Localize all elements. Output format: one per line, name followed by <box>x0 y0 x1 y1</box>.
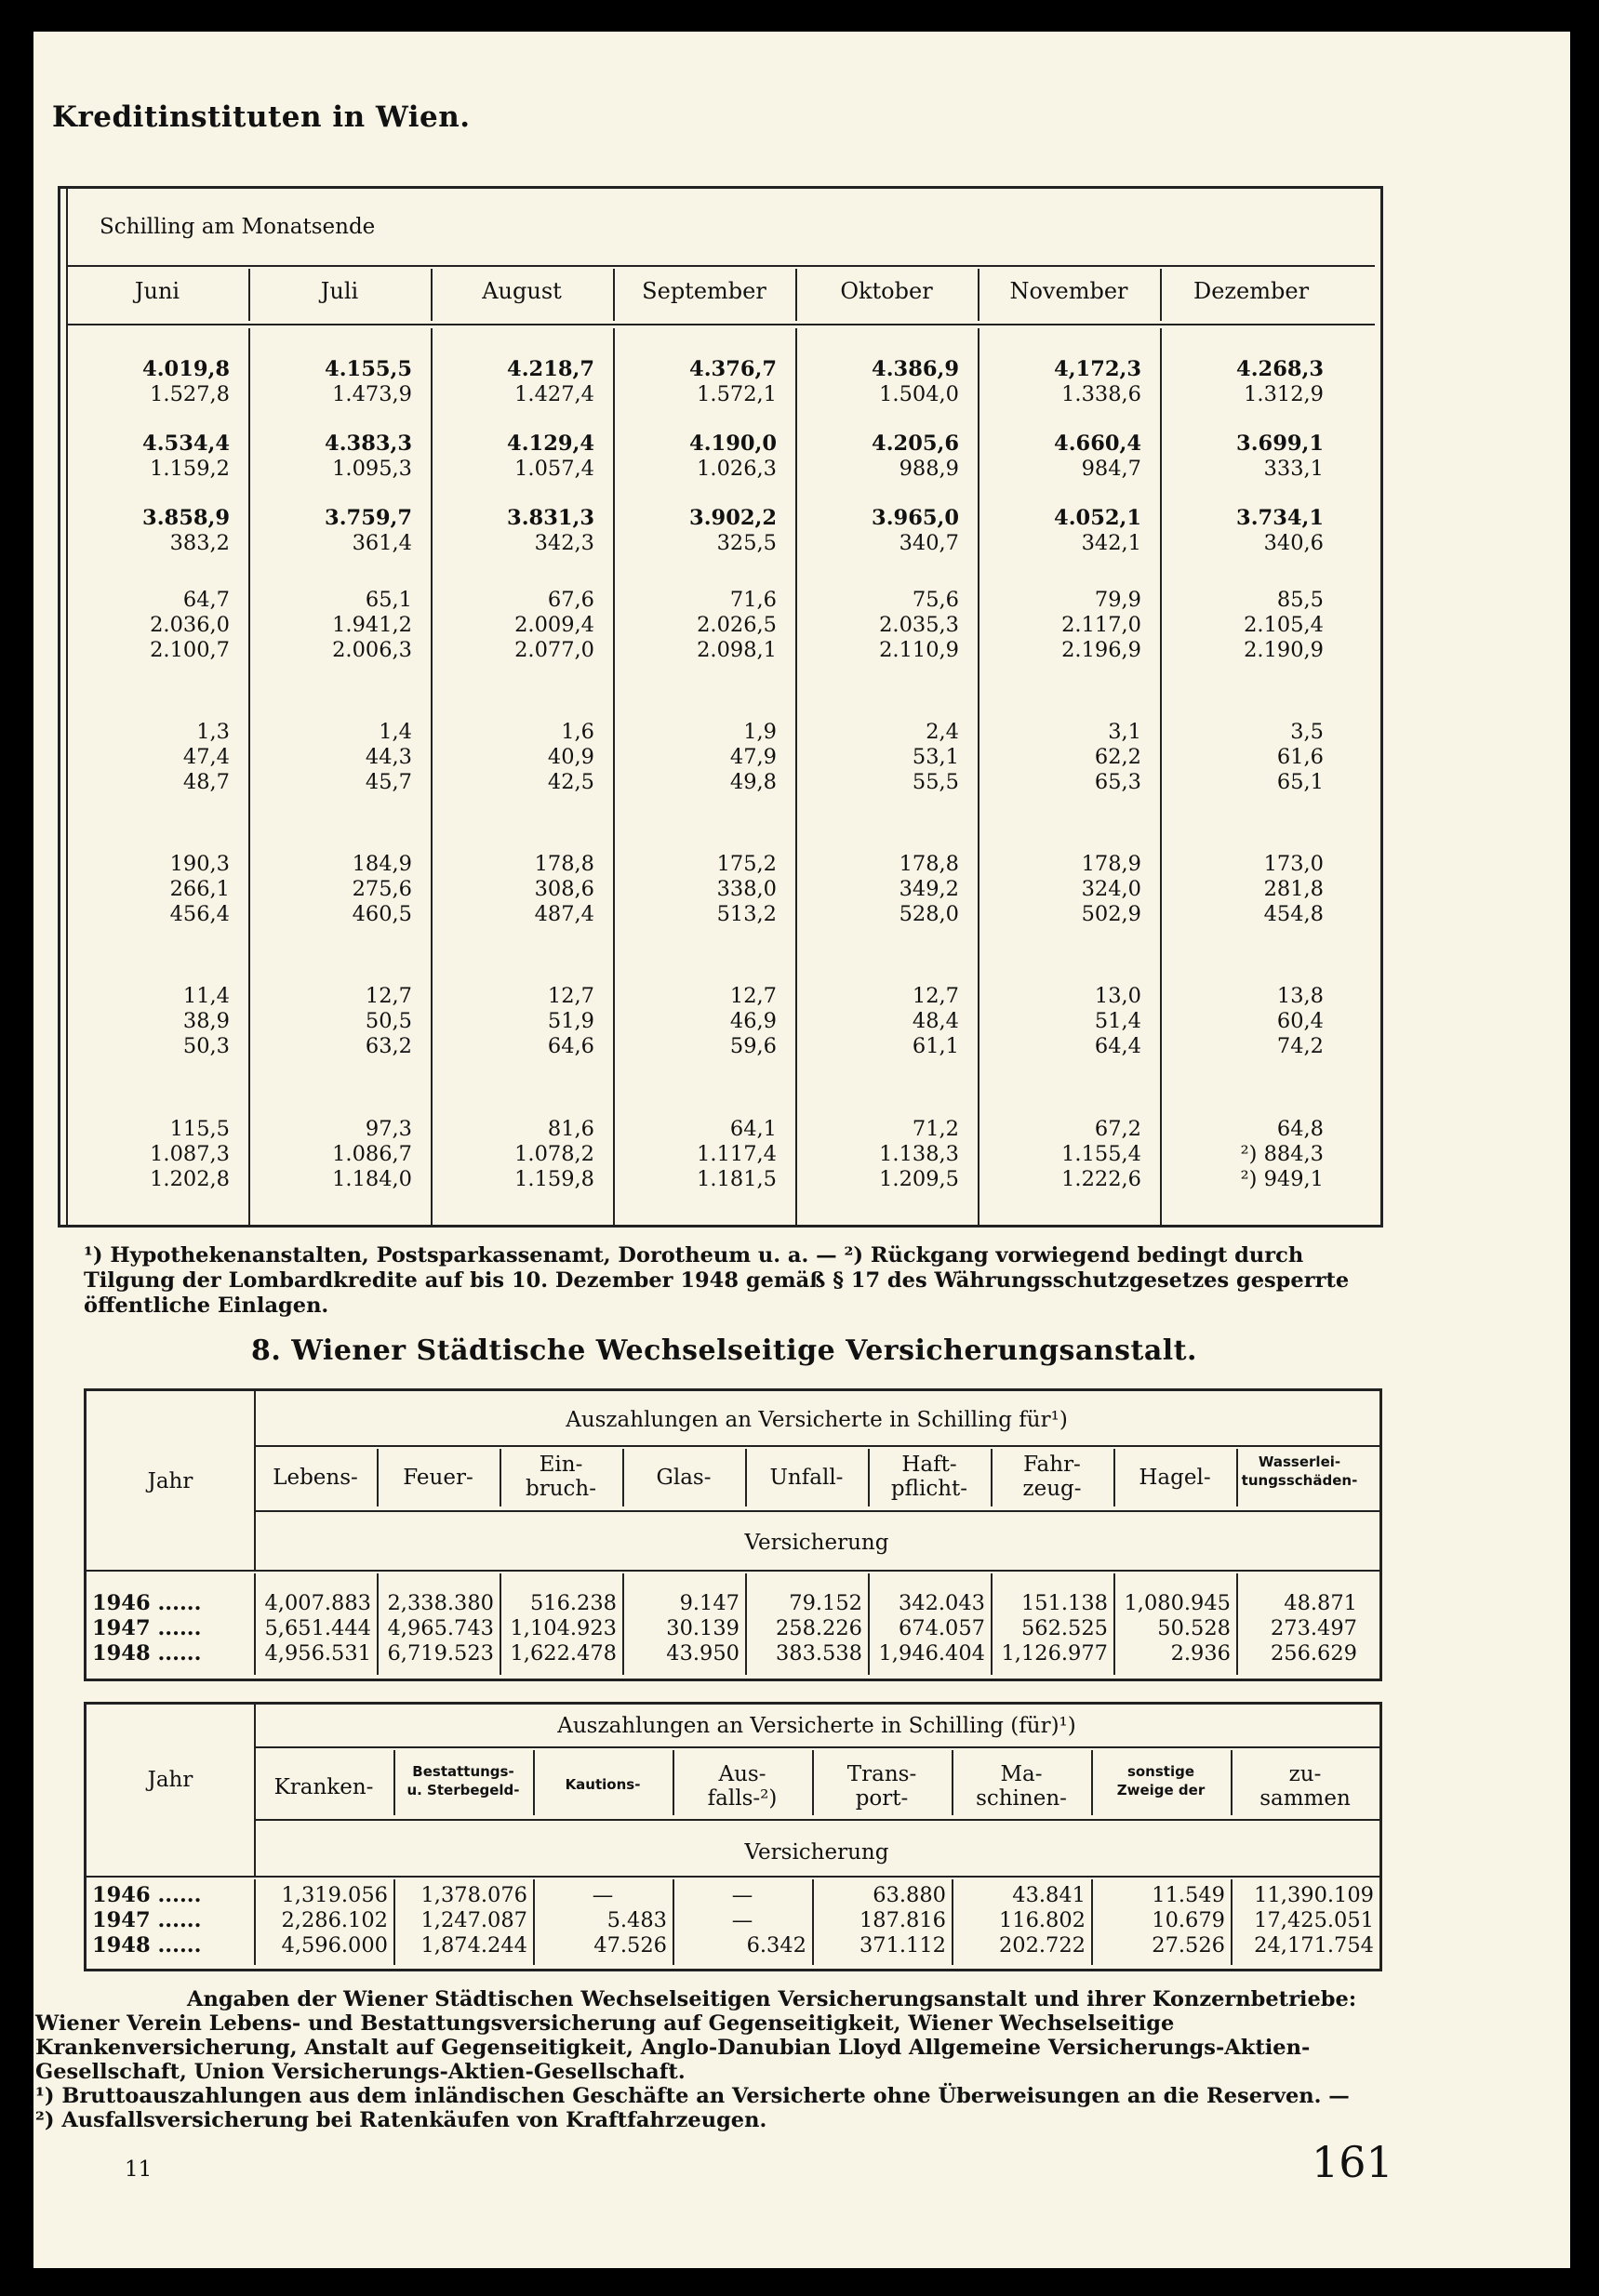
table-cell: 17,425.051 <box>1254 1908 1374 1932</box>
table-cell: 383.538 <box>775 1641 862 1666</box>
table-cell: 1.138,3 <box>879 1142 959 1166</box>
table-cell: 4.019,8 <box>142 357 230 381</box>
table-cell: 4.205,6 <box>872 431 959 456</box>
table-cell: 13,8 <box>1276 984 1324 1008</box>
table-cell: 50.528 <box>1157 1616 1231 1640</box>
table-cell: 42,5 <box>547 770 594 794</box>
table-cell: 4.155,5 <box>325 357 412 381</box>
year-label: 1947 ...... <box>92 1908 202 1932</box>
column-header: Wasserlei- tungsschäden- <box>1241 1453 1358 1489</box>
column-header: Unfall- <box>769 1466 844 1490</box>
table-cell: 49,8 <box>729 770 777 794</box>
table-cell: 65,1 <box>1276 770 1324 794</box>
table-cell: 79.152 <box>789 1591 862 1615</box>
table-cell: 50,5 <box>365 1009 412 1033</box>
table-cell: 1.527,8 <box>150 382 230 406</box>
table-cell: 173,0 <box>1263 852 1324 876</box>
table-cell: 361,4 <box>352 531 412 555</box>
column-header: Feuer- <box>403 1466 473 1490</box>
table-cell: 1,319.056 <box>281 1883 388 1907</box>
table-cell: 2.105,4 <box>1244 613 1324 637</box>
insurance-table-2 <box>84 1702 1382 1971</box>
table-cell: 1.155,4 <box>1061 1142 1141 1166</box>
column-header: Kranken- <box>273 1775 374 1799</box>
column-header: Haft- pflicht- <box>890 1453 968 1501</box>
table-cell: 62,2 <box>1094 745 1141 769</box>
group-header: Auszahlungen an Versicherte in Schilling (für)¹) <box>557 1714 1076 1738</box>
table-cell: 674.057 <box>898 1616 985 1640</box>
group-header-rule <box>254 1445 1379 1447</box>
table-cell: 4,007.883 <box>264 1591 371 1615</box>
insurance-table-1 <box>84 1388 1382 1681</box>
page-number: 161 <box>1312 2137 1393 2187</box>
table-cell: 1,378.076 <box>420 1883 527 1907</box>
table-cell: 4,172,3 <box>1054 357 1141 381</box>
table-cell: 1.087,3 <box>150 1142 230 1166</box>
table-cell: 116.802 <box>998 1908 1086 1932</box>
table-cell: 342.043 <box>898 1591 985 1615</box>
table-cell: 516.238 <box>529 1591 617 1615</box>
table-cell: 53,1 <box>912 745 959 769</box>
table-cell: 97,3 <box>365 1117 412 1141</box>
table-cell: 2.117,0 <box>1061 613 1141 637</box>
table-cell: 2.077,0 <box>514 638 594 662</box>
table-cell: 13,0 <box>1094 984 1141 1008</box>
table-cell: 30.139 <box>666 1616 740 1640</box>
table-cell: 273.497 <box>1270 1616 1357 1640</box>
table-cell: 256.629 <box>1270 1641 1357 1666</box>
table-cell: 67,2 <box>1094 1117 1141 1141</box>
table-cell: 460,5 <box>352 902 412 926</box>
year-label: 1948 ...... <box>92 1933 202 1958</box>
table-cell: 51,4 <box>1094 1009 1141 1033</box>
table-cell: 5.483 <box>606 1908 667 1932</box>
month-header: Oktober <box>840 278 933 304</box>
table-cell: 1,874.244 <box>420 1933 527 1958</box>
column-header: Trans- port- <box>846 1762 917 1811</box>
table-cell: 349,2 <box>899 877 959 901</box>
table-cell: 1.941,2 <box>332 613 412 637</box>
table-cell: 46,9 <box>729 1009 777 1033</box>
table-cell: 43.950 <box>666 1641 740 1666</box>
table-cell: 4.268,3 <box>1236 357 1324 381</box>
table-cell: 4.383,3 <box>325 431 412 456</box>
table-cell: 38,9 <box>182 1009 230 1033</box>
left-rule <box>66 189 68 1225</box>
column-header: Hagel- <box>1139 1466 1211 1490</box>
table-cell: 10.679 <box>1152 1908 1225 1932</box>
footnote-credit: ¹) Hypothekenanstalten, Postsparkassenamt, Dorotheum u. a. — ²) Rückgang vorwiegend bedingt durch Tilgung der Lombardkredite auf bis 10. Dezember 1948 gemäß § 17 des Währungsschutzgesetzes gesperrte öffentliche Einlagen. <box>84 1243 1350 1318</box>
table-cell: 528,0 <box>899 902 959 926</box>
table-cell: 2.196,9 <box>1061 638 1141 662</box>
note-footnote-1: ¹) Bruttoauszahlungen aus dem inländischen Geschäfte an Versicherte ohne Überweisungen an die Reserven. — <box>35 2084 1350 2108</box>
table-cell: 48,7 <box>182 770 230 794</box>
table-cell: 178,8 <box>534 852 594 876</box>
table-cell: 12,7 <box>547 984 594 1008</box>
table-cell: 3,1 <box>1108 720 1141 744</box>
column-header: Kautions- <box>565 1776 641 1793</box>
table-cell: 988,9 <box>899 457 959 481</box>
table-cell: 454,8 <box>1263 902 1324 926</box>
year-label: 1946 ...... <box>92 1883 202 1907</box>
table-cell: 371.112 <box>859 1933 946 1958</box>
month-header: August <box>482 278 562 304</box>
column-header: sonstige Zweige der <box>1116 1763 1206 1798</box>
table-cell: 61,6 <box>1276 745 1324 769</box>
credit-table <box>58 186 1383 1228</box>
column-header: Ma- schinen- <box>976 1762 1067 1811</box>
table-cell: 1.338,6 <box>1061 382 1141 406</box>
table-cell: — <box>592 1883 614 1907</box>
table-cell: 266,1 <box>169 877 230 901</box>
column-header: Fahr- zeug- <box>1022 1453 1082 1501</box>
table-cell: 1.078,2 <box>514 1142 594 1166</box>
table-cell: 1.202,8 <box>150 1167 230 1191</box>
table-cell: 1.209,5 <box>879 1167 959 1191</box>
section-title: 8. Wiener Städtische Wechselseitige Versicherungsanstalt. <box>251 1334 1197 1367</box>
table-cell: 2.026,5 <box>697 613 777 637</box>
table-cell: 1.057,4 <box>514 457 594 481</box>
table-cell: 2.035,3 <box>879 613 959 637</box>
table-cell: 48.871 <box>1284 1591 1357 1615</box>
table-cell: 1,4 <box>379 720 412 744</box>
table-cell: 338,0 <box>716 877 777 901</box>
table-cell: 1,080.945 <box>1124 1591 1231 1615</box>
table-cell: 4,965.743 <box>387 1616 494 1640</box>
header-rule-top <box>68 265 1375 267</box>
table-cell: 175,2 <box>716 852 777 876</box>
table-cell: 1,946.404 <box>878 1641 985 1666</box>
table-cell: 1,6 <box>561 720 594 744</box>
table-cell: 342,3 <box>534 531 594 555</box>
table-cell: 3.965,0 <box>872 506 959 530</box>
month-header: September <box>642 278 766 304</box>
table-cell: 4.190,0 <box>689 431 777 456</box>
table-cell: 12,7 <box>365 984 412 1008</box>
table-cell: 67,6 <box>547 588 594 612</box>
table-cell: 1.473,9 <box>332 382 412 406</box>
table-cell: 1,9 <box>743 720 777 744</box>
table-cell: 2.006,3 <box>332 638 412 662</box>
header-bottom-rule <box>87 1570 1379 1572</box>
month-header: Juli <box>320 278 359 304</box>
table-cell: 340,7 <box>899 531 959 555</box>
note-source: Angaben der Wiener Städtischen Wechselseitigen Versicherungsanstalt und ihrer Konzernbetriebe: Wiener Verein Lebens- und Bestattungsversicherung auf Gegenseitigkeit, Wiener Wechselseitige Krankenversicherung, Anstalt auf Gegenseitigkeit, Anglo-Danubian Lloyd Allgemeine Versicherungs-Aktien-Gesellschaft, Union Versicherungs-Aktien-Gesellschaft. <box>35 1987 1357 2084</box>
table-cell: 4.660,4 <box>1054 431 1141 456</box>
table-cell: 27.526 <box>1152 1933 1225 1958</box>
table-cell: 502,9 <box>1081 902 1141 926</box>
table-cell: 63,2 <box>365 1034 412 1058</box>
table-cell: 59,6 <box>729 1034 777 1058</box>
table-cell: 2,286.102 <box>281 1908 388 1932</box>
column-header: zu- sammen <box>1259 1762 1351 1811</box>
table-cell: 45,7 <box>365 770 412 794</box>
table-cell: 4.376,7 <box>689 357 777 381</box>
table-cell: 1,3 <box>196 720 230 744</box>
table-cell: 1.504,0 <box>879 382 959 406</box>
table-cell: 2,4 <box>926 720 959 744</box>
table-cell: 40,9 <box>547 745 594 769</box>
table-cell: 55,5 <box>912 770 959 794</box>
table-cell: 3.902,2 <box>689 506 777 530</box>
table-cell: 333,1 <box>1263 457 1324 481</box>
table-cell: ²) 884,3 <box>1240 1142 1324 1166</box>
table-cell: 190,3 <box>169 852 230 876</box>
year-header: Jahr <box>147 1469 193 1493</box>
table-cell: 1,104.923 <box>510 1616 617 1640</box>
table-cell: 3,5 <box>1290 720 1324 744</box>
table-cell: 151.138 <box>1020 1591 1108 1615</box>
page-title: Kreditinstituten in Wien. <box>52 100 471 134</box>
month-header: November <box>1009 278 1128 304</box>
table-cell: 43.841 <box>1012 1883 1086 1907</box>
table-cell: 3.831,3 <box>507 506 594 530</box>
table-cell: 6.342 <box>746 1933 806 1958</box>
column-header: Ein- bruch- <box>526 1453 596 1501</box>
table-cell: 1,247.087 <box>420 1908 527 1932</box>
year-label: 1948 ...... <box>92 1641 202 1666</box>
table-cell: 44,3 <box>365 745 412 769</box>
group-header: Auszahlungen an Versicherte in Schilling für¹) <box>566 1408 1068 1432</box>
table-cell: 2.098,1 <box>697 638 777 662</box>
table-cell: 79,9 <box>1094 588 1141 612</box>
table-cell: 2.190,9 <box>1244 638 1324 662</box>
table-cell: 184,9 <box>352 852 412 876</box>
table-cell: 325,5 <box>716 531 777 555</box>
table-cell: 1.427,4 <box>514 382 594 406</box>
table-cell: 342,1 <box>1081 531 1141 555</box>
table-cell: 383,2 <box>169 531 230 555</box>
table-cell: 64,7 <box>182 588 230 612</box>
table-cell: 1.117,4 <box>697 1142 777 1166</box>
table-cell: — <box>731 1883 753 1907</box>
table-cell: 984,7 <box>1081 457 1141 481</box>
year-label: 1946 ...... <box>92 1591 202 1615</box>
table-cell: 2,338.380 <box>387 1591 494 1615</box>
table-cell: 456,4 <box>169 902 230 926</box>
table-cell: 324,0 <box>1081 877 1141 901</box>
year-header: Jahr <box>147 1768 193 1792</box>
group-header-rule <box>254 1746 1379 1748</box>
unit-label: Schilling am Monatsende <box>100 215 376 239</box>
table-cell: 47,4 <box>182 745 230 769</box>
note-footnote-2: ²) Ausfallsversicherung bei Ratenkäufen von Kraftfahrzeugen. <box>35 2108 767 2132</box>
bottom-header: Versicherung <box>744 1840 889 1865</box>
table-cell: 71,6 <box>729 588 777 612</box>
table-cell: 11,4 <box>182 984 230 1008</box>
source-note <box>35 1987 1393 2132</box>
table-cell: 64,6 <box>547 1034 594 1058</box>
table-cell: 275,6 <box>352 877 412 901</box>
table-cell: 24,171.754 <box>1254 1933 1374 1958</box>
table-cell: 12,7 <box>729 984 777 1008</box>
table-cell: 4,956.531 <box>264 1641 371 1666</box>
table-cell: 6,719.523 <box>387 1641 494 1666</box>
year-label: 1947 ...... <box>92 1616 202 1640</box>
table-cell: 65,1 <box>365 588 412 612</box>
table-cell: 51,9 <box>547 1009 594 1033</box>
table-cell: — <box>731 1908 753 1932</box>
column-header: Aus- falls-²) <box>707 1762 778 1811</box>
table-cell: 2.110,9 <box>879 638 959 662</box>
table-cell: 340,6 <box>1263 531 1324 555</box>
table-cell: 64,4 <box>1094 1034 1141 1058</box>
table-cell: 64,1 <box>729 1117 777 1141</box>
table-cell: 115,5 <box>169 1117 230 1141</box>
table-cell: 3.858,9 <box>142 506 230 530</box>
table-cell: 61,1 <box>912 1034 959 1058</box>
table-cell: 75,6 <box>912 588 959 612</box>
month-header: Juni <box>134 278 180 304</box>
column-header: Bestattungs- u. Sterbegeld- <box>406 1763 520 1798</box>
table-cell: 281,8 <box>1263 877 1324 901</box>
table-cell: 11.549 <box>1152 1883 1225 1907</box>
table-cell: 85,5 <box>1276 588 1324 612</box>
table-cell: 4.129,4 <box>507 431 594 456</box>
table-cell: 11,390.109 <box>1254 1883 1374 1907</box>
table-cell: 1.181,5 <box>697 1167 777 1191</box>
header-bottom-rule <box>87 1876 1379 1878</box>
table-cell: 1.572,1 <box>697 382 777 406</box>
table-cell: 47.526 <box>593 1933 667 1958</box>
table-cell: 178,8 <box>899 852 959 876</box>
table-cell: 487,4 <box>534 902 594 926</box>
table-cell: 187.816 <box>859 1908 946 1932</box>
table-cell: 1.086,7 <box>332 1142 412 1166</box>
table-cell: 2.036,0 <box>150 613 230 637</box>
table-cell: 71,2 <box>912 1117 959 1141</box>
table-cell: 202.722 <box>998 1933 1086 1958</box>
table-cell: 50,3 <box>182 1034 230 1058</box>
table-cell: 47,9 <box>729 745 777 769</box>
table-cell: 1.159,2 <box>150 457 230 481</box>
table-cell: 48,4 <box>912 1009 959 1033</box>
column-header: Glas- <box>656 1466 712 1490</box>
table-cell: 64,8 <box>1276 1117 1324 1141</box>
table-cell: 1.222,6 <box>1061 1167 1141 1191</box>
table-cell: 258.226 <box>775 1616 862 1640</box>
table-cell: 4.218,7 <box>507 357 594 381</box>
column-header: Lebens- <box>273 1466 358 1490</box>
table-cell: 3.734,1 <box>1236 506 1324 530</box>
table-cell: 1,622.478 <box>510 1641 617 1666</box>
table-cell: 4.534,4 <box>142 431 230 456</box>
table-cell: 1,126.977 <box>1001 1641 1108 1666</box>
subheader-rule <box>254 1510 1379 1512</box>
table-cell: 65,3 <box>1094 770 1141 794</box>
bottom-header: Versicherung <box>744 1531 889 1555</box>
table-cell: 3.759,7 <box>325 506 412 530</box>
table-cell: 2.936 <box>1170 1641 1231 1666</box>
table-cell: ²) 949,1 <box>1240 1167 1324 1191</box>
subheader-rule <box>254 1819 1379 1821</box>
table-cell: 1.095,3 <box>332 457 412 481</box>
table-cell: 63.880 <box>873 1883 946 1907</box>
table-cell: 1.184,0 <box>332 1167 412 1191</box>
table-cell: 562.525 <box>1020 1616 1108 1640</box>
table-cell: 60,4 <box>1276 1009 1324 1033</box>
table-cell: 4,596.000 <box>281 1933 388 1958</box>
header-rule-bottom <box>68 324 1375 325</box>
table-cell: 74,2 <box>1276 1034 1324 1058</box>
table-cell: 3.699,1 <box>1236 431 1324 456</box>
table-cell: 4.386,9 <box>872 357 959 381</box>
table-cell: 12,7 <box>912 984 959 1008</box>
table-cell: 81,6 <box>547 1117 594 1141</box>
table-cell: 5,651.444 <box>264 1616 371 1640</box>
signature-mark: 11 <box>125 2157 153 2182</box>
table-cell: 2.009,4 <box>514 613 594 637</box>
table-cell: 1.159,8 <box>514 1167 594 1191</box>
table-cell: 1.026,3 <box>697 457 777 481</box>
month-header: Dezember <box>1193 278 1310 304</box>
table-cell: 4.052,1 <box>1054 506 1141 530</box>
table-cell: 2.100,7 <box>150 638 230 662</box>
table-cell: 513,2 <box>716 902 777 926</box>
table-cell: 308,6 <box>534 877 594 901</box>
table-cell: 9.147 <box>679 1591 740 1615</box>
table-cell: 178,9 <box>1081 852 1141 876</box>
table-cell: 1.312,9 <box>1244 382 1324 406</box>
